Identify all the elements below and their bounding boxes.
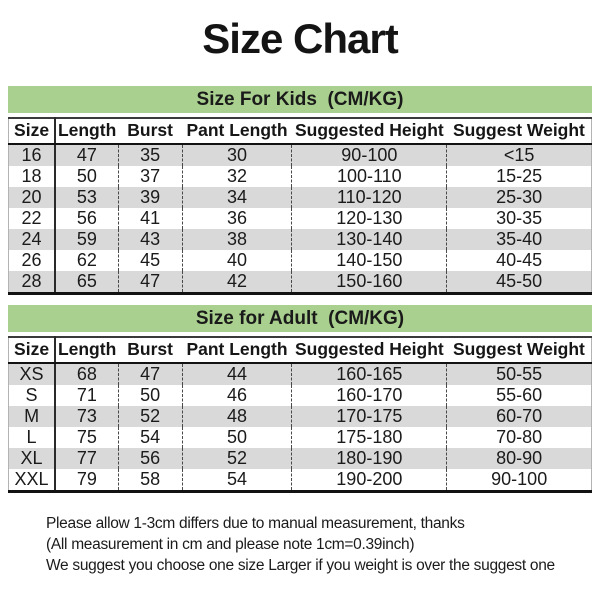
size-row-26 (9, 250, 592, 271)
cell-22-suggest-weight: 30-35 (496, 208, 543, 229)
cell-26-size: 26 (9, 250, 56, 271)
size-row-xs (9, 363, 592, 385)
kids-size-table (8, 117, 592, 295)
cell-16-burst: 35 (118, 144, 182, 166)
column-header-suggested-height: Suggested Height (292, 118, 447, 144)
cell-20-burst: 39 (118, 187, 182, 208)
cell-20-pant-length: 34 (182, 187, 292, 208)
cell-xs-suggested-height: 160-165 (292, 363, 447, 385)
cell-xxl-suggested-height: 190-200 (292, 469, 447, 492)
cell-18-suggested-height: 100-110 (292, 166, 447, 187)
cell-l-size: L (9, 427, 56, 448)
cell-28-length: 65 (55, 271, 118, 294)
cell-22-size: 22 (9, 208, 56, 229)
cell-18-burst: 37 (118, 166, 182, 187)
column-header-length: Length (55, 337, 118, 363)
note-unit-conversion: (All measurement in cm and please note 1cm=0.39inch) (46, 536, 415, 554)
cell-20-suggest-weight: 25-30 (496, 187, 543, 208)
cell-m-pant-length: 48 (182, 406, 292, 427)
cell-22-suggested-height: 120-130 (292, 208, 447, 229)
cell-16-pant-length: 30 (182, 144, 292, 166)
cell-24-burst: 43 (118, 229, 182, 250)
cell-xxl-length: 79 (55, 469, 118, 492)
size-row-xxl (9, 469, 592, 492)
cell-xl-length: 77 (55, 448, 118, 469)
cell-xs-pant-length: 44 (182, 363, 292, 385)
adult-header-row (9, 337, 592, 363)
cell-16-suggest-weight: <15 (503, 145, 535, 166)
column-header-suggested-height: Suggested Height (292, 337, 447, 363)
size-row-xl (9, 448, 592, 469)
size-row-16 (9, 144, 592, 166)
cell-l-suggested-height: 175-180 (292, 427, 447, 448)
cell-26-suggest-weight: 40-45 (496, 250, 543, 271)
cell-xs-burst: 47 (118, 363, 182, 385)
cell-xl-suggested-height: 180-190 (292, 448, 447, 469)
column-header-pant-length: Pant Length (182, 337, 292, 363)
cell-s-burst: 50 (118, 385, 182, 406)
cell-xl-burst: 56 (118, 448, 182, 469)
cell-xl-suggest-weight: 80-90 (496, 448, 543, 469)
column-header-burst: Burst (118, 337, 182, 363)
cell-xxl-burst: 58 (118, 469, 182, 492)
page-title: Size Chart (202, 15, 398, 62)
cell-22-burst: 41 (118, 208, 182, 229)
cell-xxl-pant-length: 54 (182, 469, 292, 492)
column-header-suggest-weight: Suggest Weight (447, 118, 592, 144)
kids-section-header: Size For Kids (CM/KG) (8, 86, 592, 113)
cell-xxl-suggest-weight: 90-100 (491, 469, 548, 490)
cell-24-pant-length: 38 (182, 229, 292, 250)
cell-xl-size: XL (9, 448, 56, 469)
adult-section-header: Size for Adult (CM/KG) (8, 305, 592, 332)
cell-28-size: 28 (9, 271, 56, 294)
cell-28-pant-length: 42 (182, 271, 292, 294)
column-header-size: Size (9, 118, 56, 144)
kids-table-body (9, 144, 592, 294)
cell-24-suggest-weight: 35-40 (496, 229, 543, 250)
cell-16-size: 16 (9, 144, 56, 166)
column-header-burst: Burst (118, 118, 182, 144)
size-row-l (9, 427, 592, 448)
cell-28-suggested-height: 150-160 (292, 271, 447, 294)
note-size-up-suggestion: We suggest you choose one size Larger if you weight is over the suggest one (46, 557, 555, 575)
cell-18-pant-length: 32 (182, 166, 292, 187)
cell-m-suggested-height: 170-175 (292, 406, 447, 427)
kids-size-section (8, 86, 592, 295)
cell-18-suggest-weight: 15-25 (496, 166, 543, 187)
cell-m-size: M (9, 406, 56, 427)
cell-28-suggest-weight: 45-50 (496, 271, 543, 292)
adult-table-body (9, 363, 592, 492)
cell-s-pant-length: 46 (182, 385, 292, 406)
adult-size-table (8, 336, 592, 493)
cell-26-length: 62 (55, 250, 118, 271)
cell-l-burst: 54 (118, 427, 182, 448)
cell-xs-length: 68 (55, 363, 118, 385)
size-row-s (9, 385, 592, 406)
cell-16-length: 47 (55, 144, 118, 166)
cell-20-size: 20 (9, 187, 56, 208)
size-row-28 (9, 271, 592, 294)
cell-18-length: 50 (55, 166, 118, 187)
column-header-size: Size (9, 337, 56, 363)
cell-l-pant-length: 50 (182, 427, 292, 448)
cell-22-length: 56 (55, 208, 118, 229)
cell-s-size: S (9, 385, 56, 406)
cell-xs-suggest-weight: 50-55 (496, 364, 543, 385)
cell-m-suggest-weight: 60-70 (496, 406, 543, 427)
adult-size-section (8, 305, 592, 493)
measurement-notes (46, 513, 600, 576)
cell-26-burst: 45 (118, 250, 182, 271)
kids-header-row (9, 118, 592, 144)
cell-l-length: 75 (55, 427, 118, 448)
note-measurement-tolerance: Please allow 1-3cm differs due to manual measurement, thanks (46, 515, 465, 533)
cell-xxl-size: XXL (9, 469, 56, 492)
column-header-suggest-weight: Suggest Weight (447, 337, 592, 363)
cell-xs-size: XS (9, 363, 56, 385)
cell-l-suggest-weight: 70-80 (496, 427, 543, 448)
cell-s-length: 71 (55, 385, 118, 406)
cell-16-suggested-height: 90-100 (292, 144, 447, 166)
cell-24-length: 59 (55, 229, 118, 250)
cell-22-pant-length: 36 (182, 208, 292, 229)
cell-18-size: 18 (9, 166, 56, 187)
size-row-24 (9, 229, 592, 250)
size-row-m (9, 406, 592, 427)
size-row-20 (9, 187, 592, 208)
cell-20-suggested-height: 110-120 (292, 187, 447, 208)
cell-20-length: 53 (55, 187, 118, 208)
cell-m-length: 73 (55, 406, 118, 427)
cell-xl-pant-length: 52 (182, 448, 292, 469)
cell-s-suggest-weight: 55-60 (496, 385, 543, 406)
column-header-pant-length: Pant Length (182, 118, 292, 144)
cell-28-burst: 47 (118, 271, 182, 294)
cell-26-suggested-height: 140-150 (292, 250, 447, 271)
cell-26-pant-length: 40 (182, 250, 292, 271)
cell-s-suggested-height: 160-170 (292, 385, 447, 406)
cell-24-suggested-height: 130-140 (292, 229, 447, 250)
cell-m-burst: 52 (118, 406, 182, 427)
cell-24-size: 24 (9, 229, 56, 250)
column-header-length: Length (55, 118, 118, 144)
size-row-18 (9, 166, 592, 187)
size-row-22 (9, 208, 592, 229)
